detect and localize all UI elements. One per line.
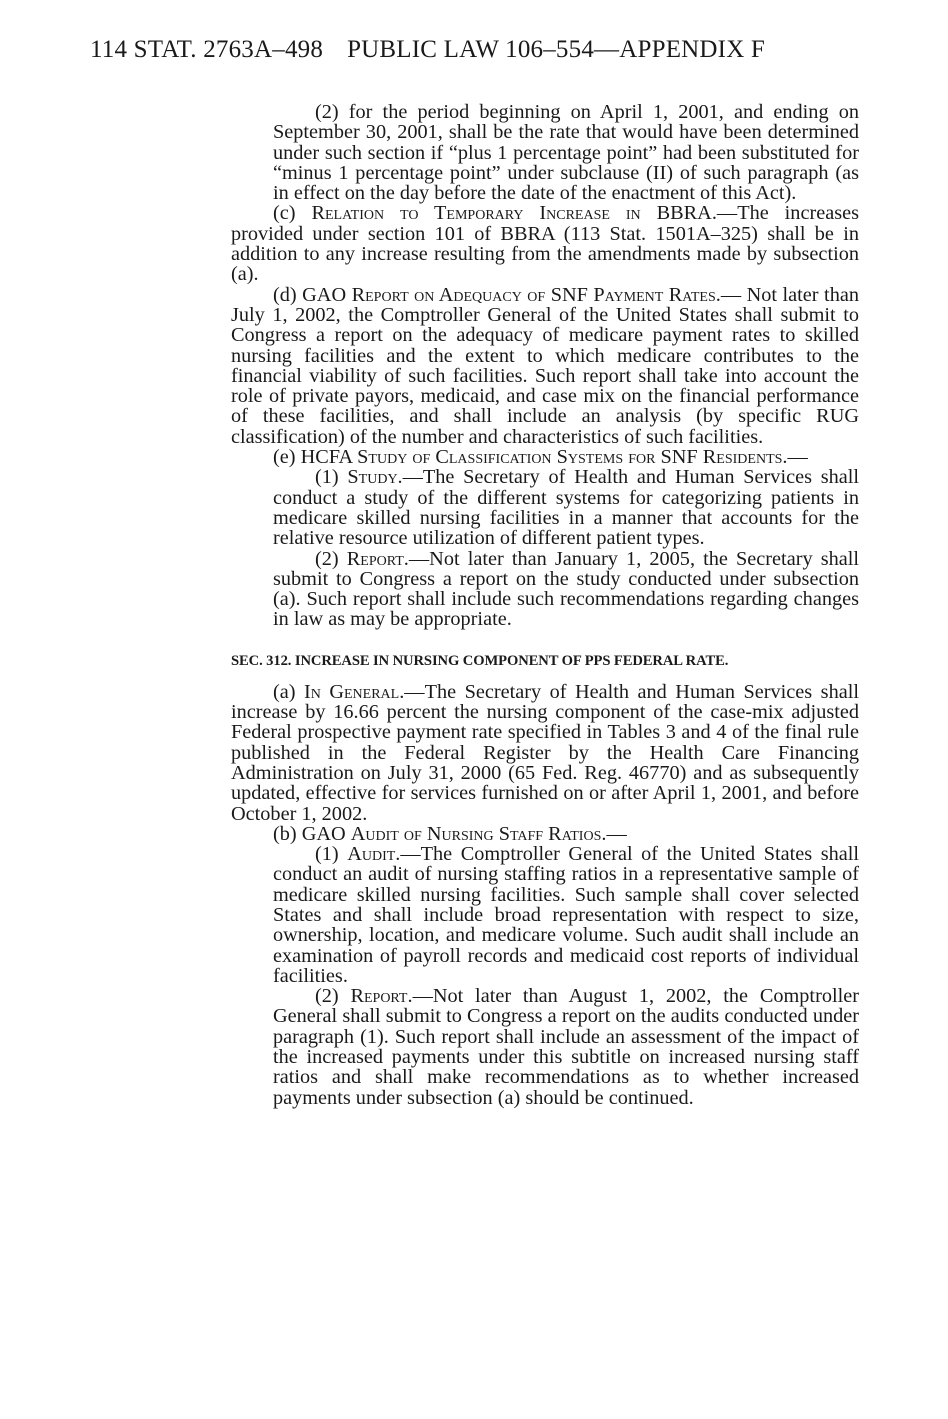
body-text — [231, 102, 859, 1108]
subsection-e-report: (2) Report.—Not later than January 1, 2005, the Secretary shall submit to Congress a report on the study conducted under subsection (a). Such report shall include such recommendations regarding changes in law as may be appropriate. — [273, 547, 860, 631]
law-title: PUBLIC LAW 106–554—APPENDIX F — [347, 36, 766, 63]
stat-reference: 114 STAT. 2763A–498 — [90, 36, 324, 63]
section-312-report: (2) Report.—Not later than August 1, 2002, the Comptroller General shall submit to Congress a report on the audits conducted under paragraph (1). Such report shall include an assessment of the impact of the increased payments under this subtitle on increased nursing staff ratios and shall make recommendations as to whether increased payments under subsection (a) should be continued. — [273, 985, 859, 1109]
subsection-d-heading: Report on Adequacy of SNF Payment Rates. — [351, 283, 721, 306]
running-head — [90, 36, 850, 64]
study-heading: Study. — [347, 466, 403, 489]
audit-heading: Audit. — [347, 843, 401, 866]
subsection-e-study: (1) Study.—The Secretary of Health and Human Services shall conduct a study of the different systems for categorizing patients in medicare skilled nursing facilities in a manner that accounts for the relative resource utilization of different patient types. — [273, 466, 860, 550]
subsection-e: (e) HCFA Study of Classification Systems for SNF Residents.— — [273, 446, 808, 469]
section-312-audit: (1) Audit.—The Comptroller General of the United States shall conduct an audit of nursing staffing ratios in a representative sample of medicare skilled nursing facilities. Such sample shall cover selected States and shall include broad representation with respect to size, ownership, location, and medicare volume. Such audit shall include an examination of payroll records and medicaid cost reports of individual facilities. — [273, 843, 859, 987]
section-312-subsection-b: (b) GAO Audit of Nursing Staff Ratios.— — [273, 822, 627, 845]
section-312-heading: SEC. 312. INCREASE IN NURSING COMPONENT OF PPS FEDERAL RATE. — [231, 652, 729, 669]
in-general-heading: In General. — [304, 680, 405, 703]
report-heading: Report. — [346, 547, 409, 570]
section-312-subsection-a: (a) In General.—The Secretary of Health and Human Services shall increase by 16.66 percent the nursing component of the case-mix adjusted Federal prospective payment rate specified in Tables 3 and 4 of the final rule published in the Federal Register by the Health Care Financing Administration on July 31, 2000 (65 Fed. Reg. 46770) and as subsequently updated, effective for services furnished on or after April 1, 2001, and before October 1, 2002. — [231, 680, 859, 825]
section-312-report-heading: Report. — [350, 985, 413, 1008]
subsection-c-heading: Relation to Temporary Increase in BBRA. — [311, 202, 717, 225]
audit-staff-ratios-heading: Audit of Nursing Staff Ratios. — [350, 822, 607, 845]
subsection-d: (d) GAO Report on Adequacy of SNF Payment Rates.— Not later than July 1, 2002, the Comptroller General of the United States shall submit to Congress a report on the adequacy of medicare payment rates to skilled nursing facilities and the extent to which medicare contributes to the financial viability of such facilities. Such report shall take into account the role of private payors, medicaid, and case mix on the financial performance of these facilities, and shall include an analysis (by specific RUG classification) of the number and characteristics of such facilities. — [231, 283, 859, 448]
subsection-e-heading: Study of Classification Systems for SNF Residents. — [357, 446, 788, 469]
subsection-c: (c) Relation to Temporary Increase in BBRA.—The increases provided under section 101 of BBRA (113 Stat. 1501A–325) shall be in addition to any increase resulting from the amendments made by subsection (a). — [231, 202, 859, 286]
paragraph-2-period: (2) for the period beginning on April 1, 2001, and ending on September 30, 2001, shall be the rate that would have been determined under such section if “plus 1 percentage point” had been substituted for “minus 1 percentage point” under subclause (II) of such paragraph (as in effect on the day before the date of the enactment of this Act). — [273, 101, 859, 205]
